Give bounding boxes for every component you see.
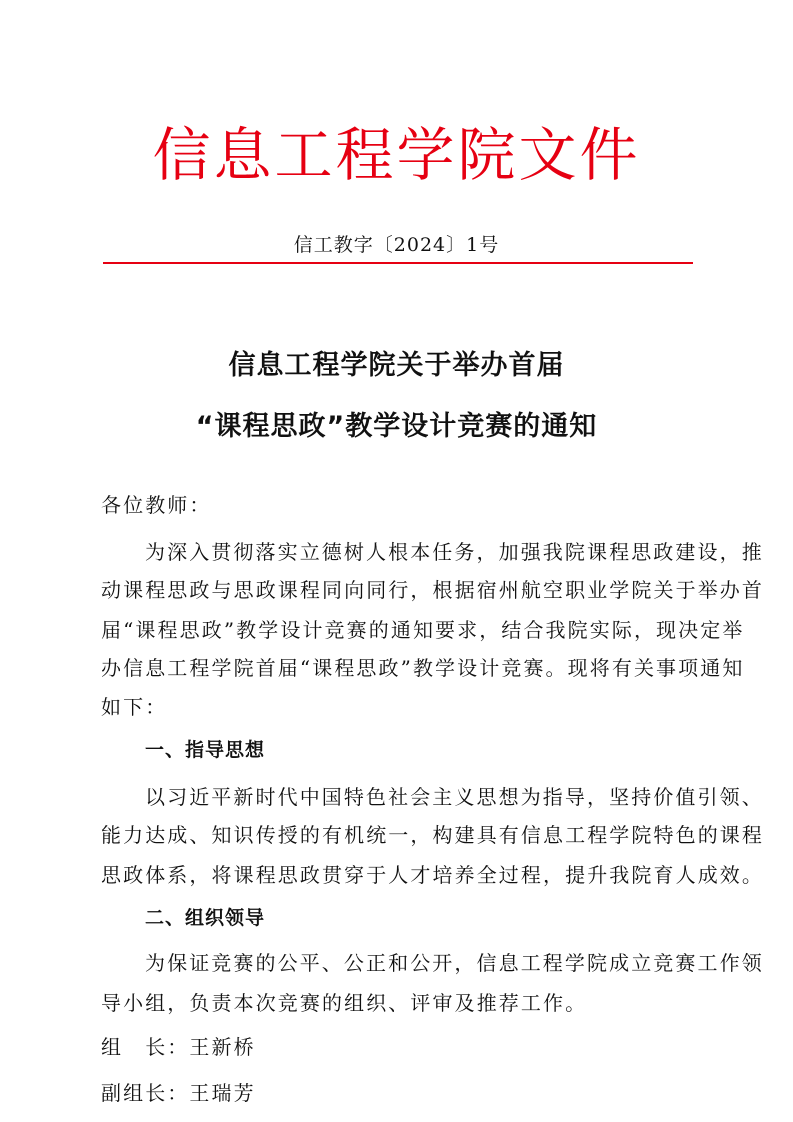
group-leader: 组 长：王新桥 (101, 1035, 256, 1059)
section1-line: 以习近平新时代中国特色社会主义思想为指导，坚持价值引领、 (145, 785, 764, 809)
document-number: 信工教字〔2024〕1号 (293, 234, 500, 256)
deputy-group-leader: 副组长：王瑞芳 (101, 1081, 256, 1105)
section2-line: 导小组，负责本次竞赛的组织、评审及推荐工作。 (101, 991, 588, 1015)
section2-line: 为保证竞赛的公平、公正和公开，信息工程学院成立竞赛工作领 (145, 951, 764, 975)
section1-line: 能力达成、知识传授的有机统一，构建具有信息工程学院特色的课程 (101, 823, 764, 847)
notice-title-line1: 信息工程学院关于举办首届 (228, 350, 565, 381)
intro-line: 如下： (101, 695, 168, 719)
intro-line: 届“课程思政”教学设计竞赛的通知要求，结合我院实际，现决定举 (101, 618, 745, 642)
section2-heading: 二、组织领导 (145, 907, 266, 929)
section1-heading: 一、指导思想 (145, 739, 266, 761)
document-header-title: 信息工程学院文件 (152, 121, 641, 189)
red-divider (103, 262, 693, 264)
intro-line: 动课程思政与思政课程同向同行，根据宿州航空职业学院关于举办首 (101, 578, 764, 602)
salutation: 各位教师： (101, 493, 212, 517)
section1-line: 思政体系，将课程思政贯穿于人才培养全过程，提升我院育人成效。 (101, 863, 764, 887)
intro-line: 为深入贯彻落实立德树人根本任务，加强我院课程思政建设，推 (145, 540, 764, 564)
notice-title-line2: “课程思政”教学设计竞赛的通知 (195, 411, 598, 442)
intro-line: 办信息工程学院首届“课程思政”教学设计竞赛。现将有关事项通知 (101, 656, 745, 680)
